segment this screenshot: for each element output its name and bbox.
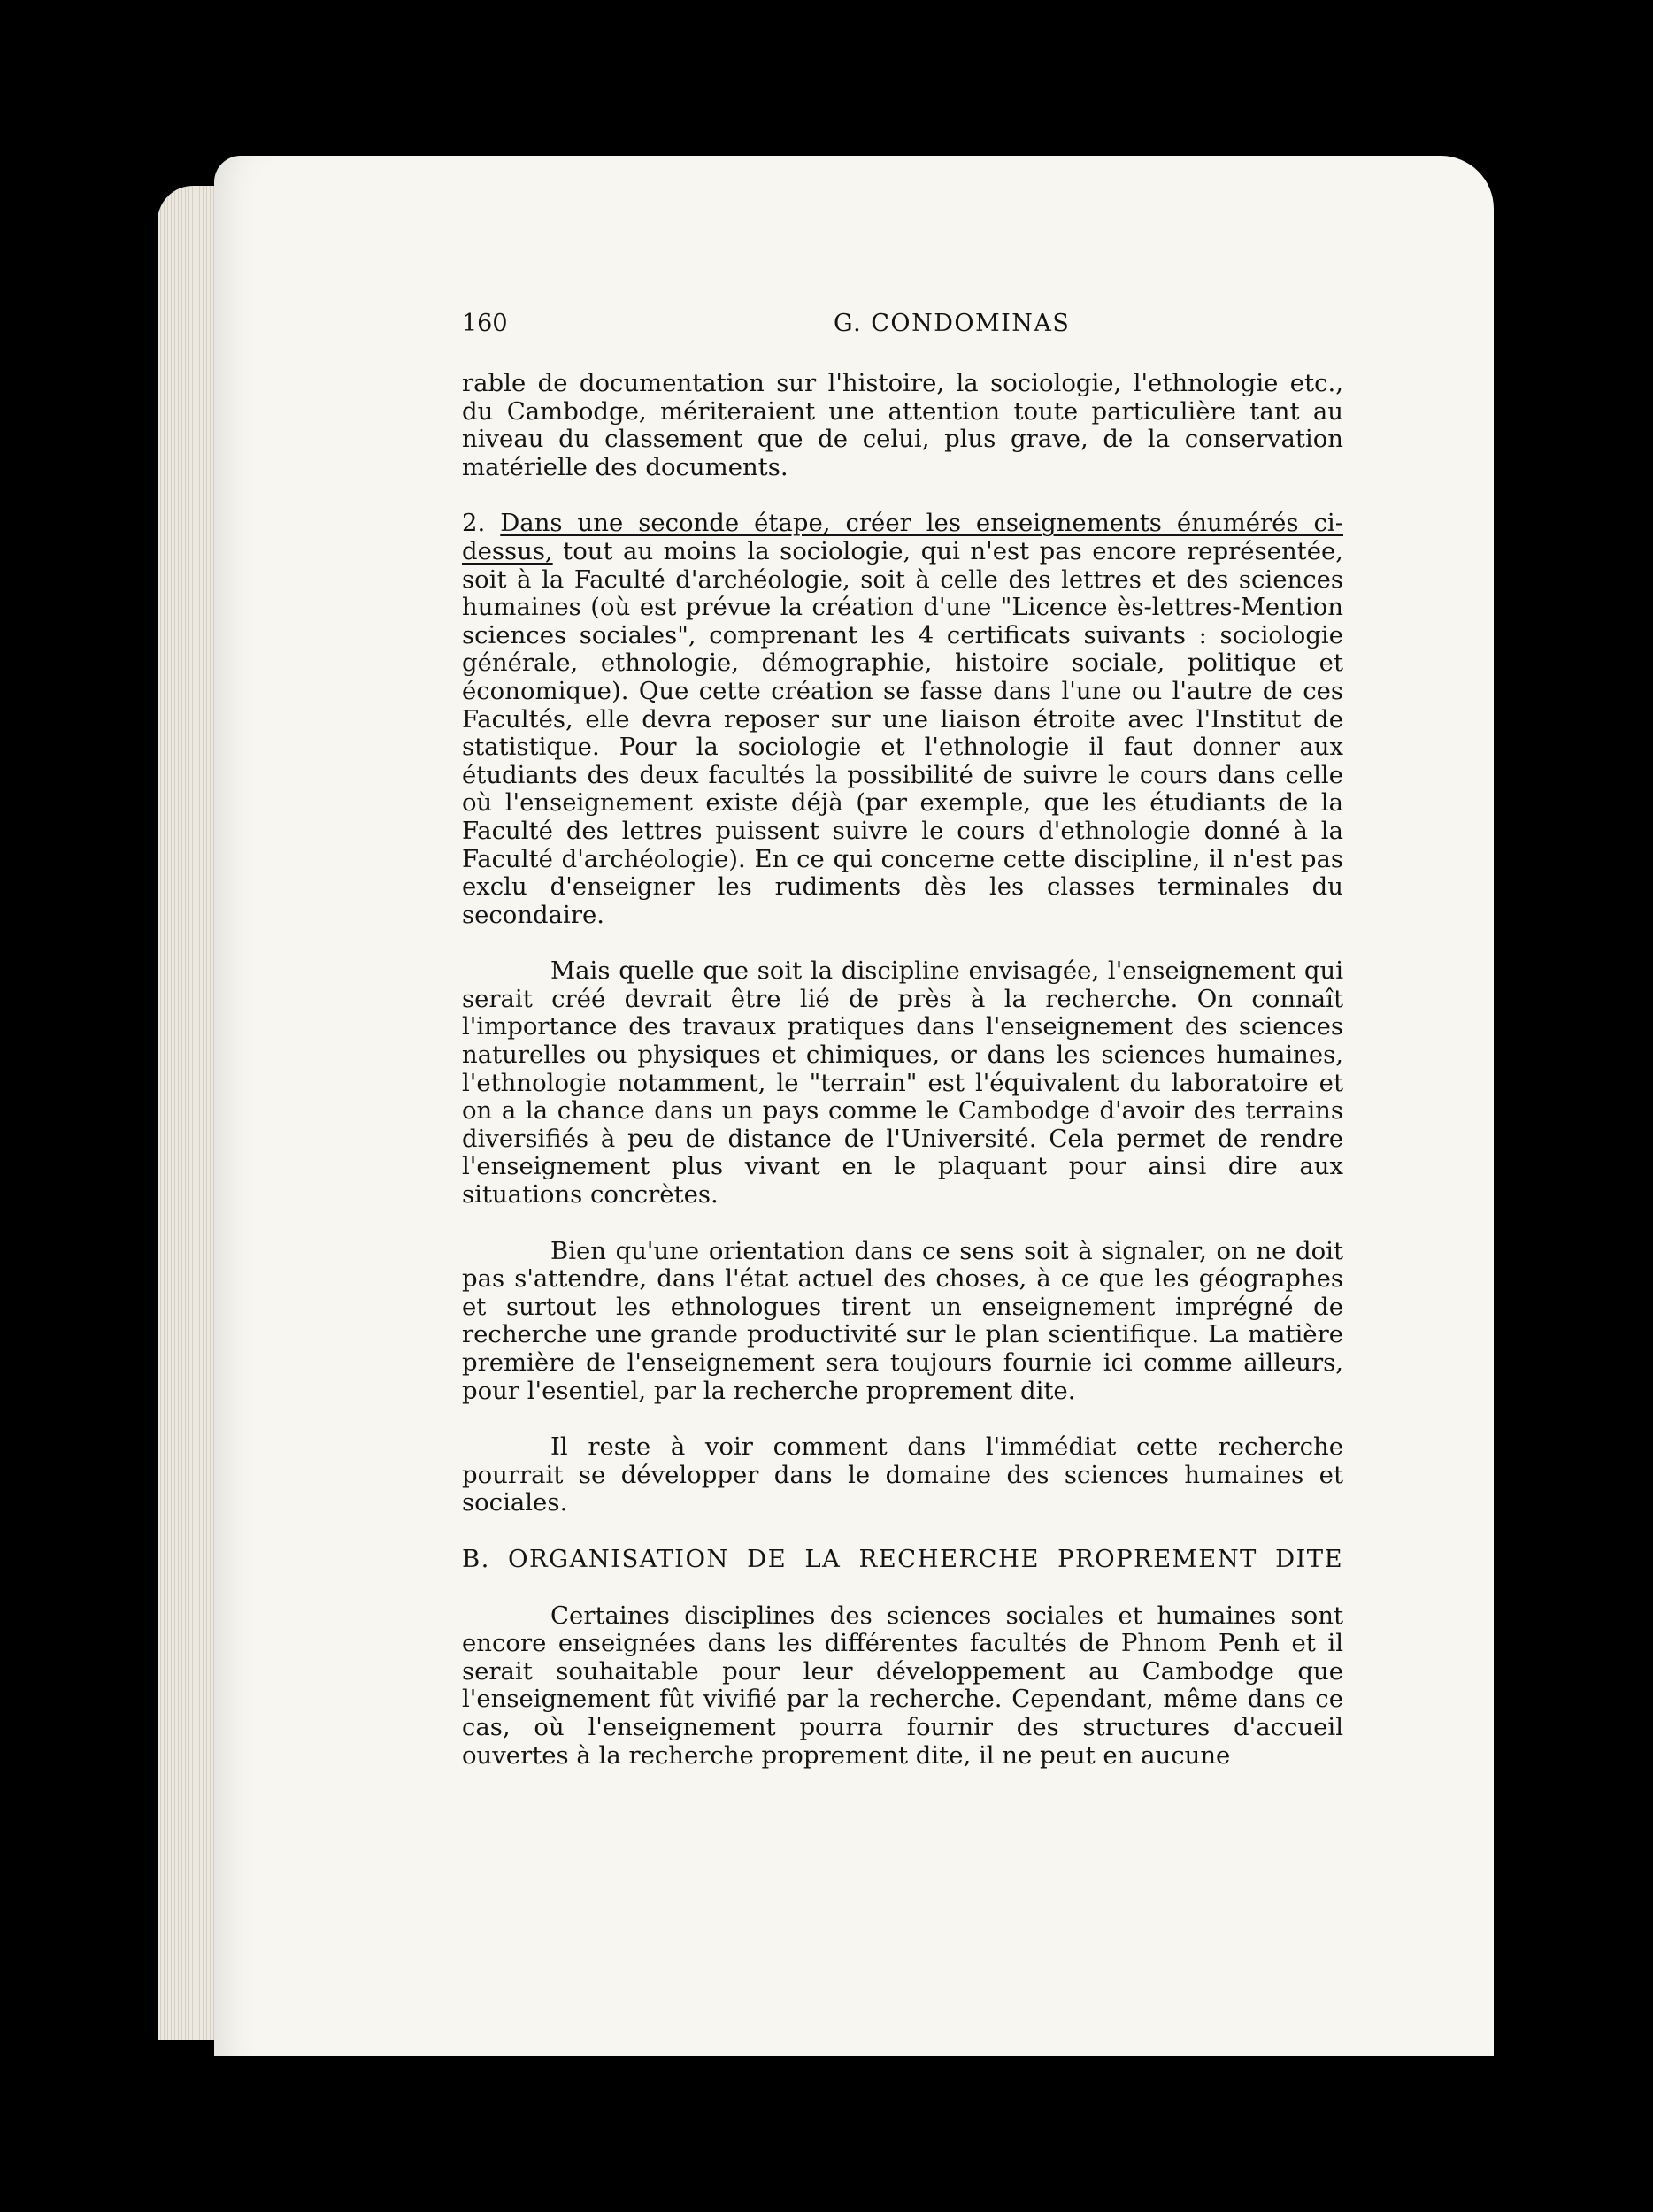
paragraph-transition: Il reste à voir comment dans l'immédiat cette recherche pourrait se développer dans le domaine des sciences humaines et sociales. bbox=[462, 1432, 1343, 1517]
running-head: G. CONDOMINAS bbox=[834, 310, 1071, 337]
step-number: 2. bbox=[462, 509, 501, 538]
underlined-step-heading: Dans une seconde étape, créer les enseignements énumérés ci-dessus, bbox=[462, 509, 1343, 565]
step-text: tout au moins la sociologie, qui n'est pas encore représentée, soit à la Faculté d'archéologie, soit à celle des lettres et des sciences humaines (où est prévue la création d'une "Licence ès-lettres-Mention sciences sociales", comprenant les 4 certificats suivants : sociologie générale, ethnologie, démographie, histoire sociale, politique et économique). Que cette création se fasse dans l'une ou l'autre de ces Facultés, elle devra reposer sur une liaison étroite avec l'Institut de statistique. Pour la sociologie et l'ethnologie il faut donner aux étudiants des deux facultés la possibilité de suivre le cours dans celle où l'enseignement existe déjà (par exemple, que les étudiants de la Faculté des lettres puissent suivre le cours d'ethnologie donné à la Faculté d'archéologie). En ce qui concerne cette discipline, il n'est pas exclu d'enseigner les rudiments dès les classes terminales du secondaire. bbox=[462, 536, 1343, 929]
paragraph-discipline: Mais quelle que soit la discipline envisagée, l'enseignement qui serait créé devrait être lié de près à la recherche. On connaît l'importance des travaux pratiques dans l'enseignement des sciences naturelles ou physiques et chimiques, or dans les sciences humaines, l'ethnologie notamment, le "terrain" est l'équivalent du laboratoire et on a la chance dans un pays comme le Cambodge d'avoir des terrains diversifiés à peu de distance de l'Université. Cela permet de rendre l'enseignement plus vivant en le plaquant pour ainsi dire aux situations concrètes. bbox=[462, 956, 1343, 1210]
paragraph-research: Certaines disciplines des sciences sociales et humaines sont encore enseignées dans les différentes facultés de Phnom Penh et il serait souhaitable pour leur développement au Cambodge que l'enseignement fût vivifié par la recherche. Cependant, même dans ce cas, où l'enseignement pourra fournir des structures d'accueil ouvertes à la recherche proprement dite, il ne peut en aucune bbox=[462, 1601, 1343, 1770]
paragraph-continuation: rable de documentation sur l'histoire, la sociologie, l'ethnologie etc., du Cambodge, mériteraient une attention toute particulière tant au niveau du classement que de celui, plus grave, de la conservation matérielle des documents. bbox=[462, 369, 1343, 481]
paragraph-step-2 bbox=[462, 510, 1343, 929]
page-text-block bbox=[462, 310, 1343, 1770]
paragraph-orientation: Bien qu'une orientation dans ce sens soit à signaler, on ne doit pas s'attendre, dans l'état actuel des choses, à ce que les géographes et surtout les ethnologues tirent un enseignement imprégné de recherche une grande productivité sur le plan scientifique. La matière première de l'enseignement sera toujours fournie ici comme ailleurs, pour l'esentiel, par la recherche proprement dite. bbox=[462, 1236, 1343, 1405]
page-header bbox=[462, 310, 1343, 345]
section-heading-b: B. ORGANISATION DE LA RECHERCHE PROPREMENT DITE bbox=[462, 1544, 1343, 1573]
page-number: 160 bbox=[462, 310, 508, 337]
